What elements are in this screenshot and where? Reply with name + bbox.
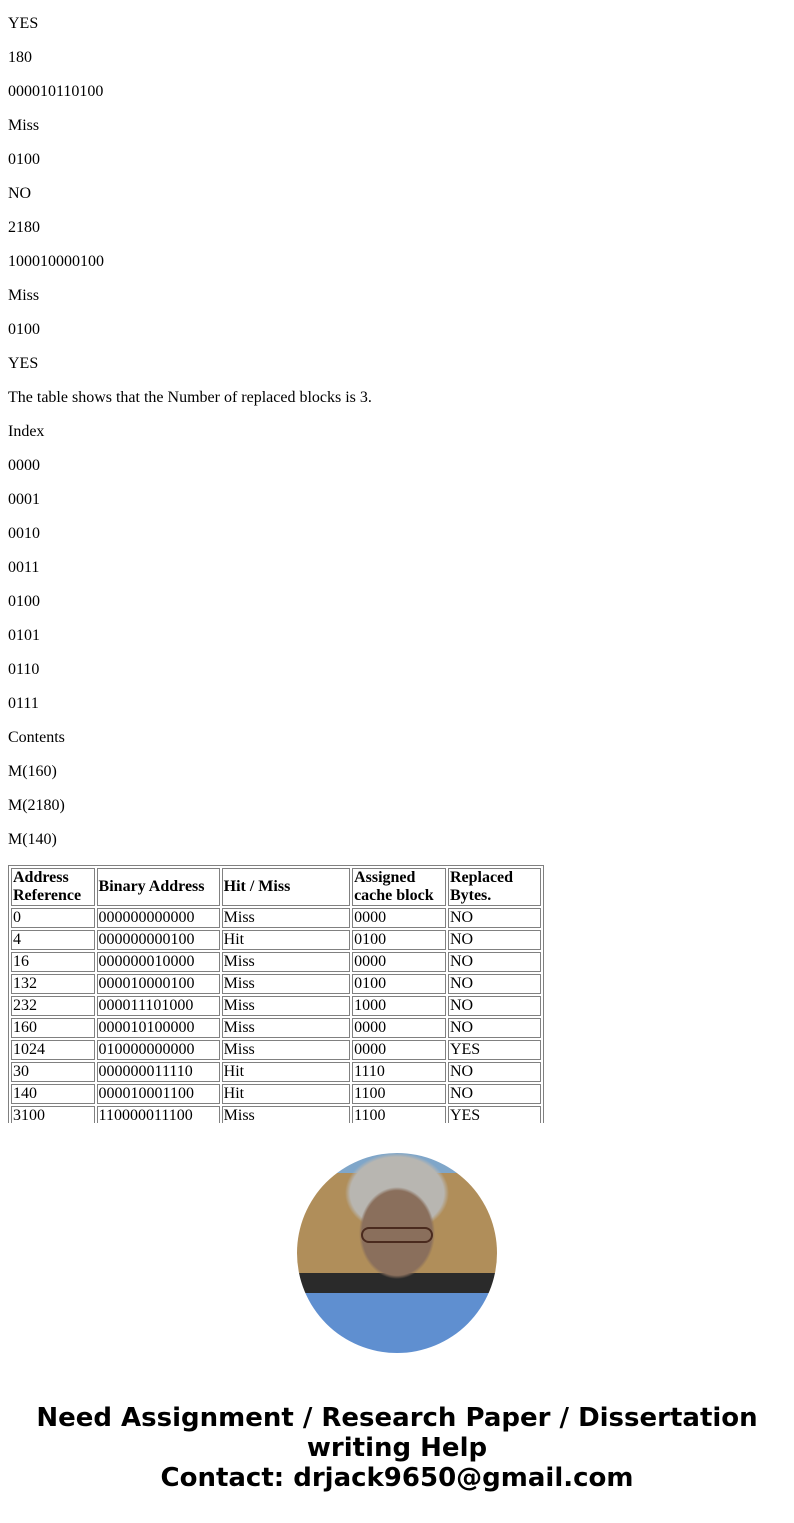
table-cell: Miss: [222, 1106, 350, 1123]
table-row: [11, 1018, 541, 1038]
author-photo: [297, 1153, 497, 1353]
contents-value: M(2180): [8, 797, 65, 814]
text-line: 100010000100: [8, 253, 104, 270]
table-row: [11, 974, 541, 994]
index-value: 0101: [8, 627, 40, 644]
summary-text: The table shows that the Number of replaced blocks is 3.: [8, 389, 372, 406]
index-value: 0011: [8, 559, 40, 576]
table-cell: NO: [448, 996, 541, 1016]
table-cell: 1024: [11, 1040, 95, 1060]
table-cell: 0000: [352, 1040, 446, 1060]
table-cell: 000010001100: [97, 1084, 220, 1104]
table-cell: 1100: [352, 1106, 446, 1123]
banner-line: writing Help: [306, 1433, 488, 1463]
contents-value: M(160): [8, 763, 57, 780]
table-cell: 4: [11, 930, 95, 950]
table-cell: Miss: [222, 996, 350, 1016]
table-cell: 30: [11, 1062, 95, 1082]
table-row: [11, 1106, 541, 1123]
text-line: YES: [8, 15, 39, 32]
table-cell: 16: [11, 952, 95, 972]
table-cell: NO: [448, 974, 541, 994]
table-row: [11, 1062, 541, 1082]
index-value: 0110: [8, 661, 40, 678]
table-cell: 232: [11, 996, 95, 1016]
table-cell: Miss: [222, 952, 350, 972]
table-cell: 1100: [352, 1084, 446, 1104]
table-cell: 0100: [352, 974, 446, 994]
table-row: [11, 1084, 541, 1104]
table-cell: Hit: [222, 1062, 350, 1082]
column-header: Address Reference: [11, 868, 95, 906]
text-line: NO: [8, 185, 32, 202]
table-cell: Miss: [222, 908, 350, 928]
table-cell: 140: [11, 1084, 95, 1104]
cache-table: [8, 865, 544, 1123]
banner-line: Need Assignment / Research Paper / Dissertation: [36, 1403, 758, 1433]
table-cell: 000000000000: [97, 908, 220, 928]
table-cell: Hit: [222, 1084, 350, 1104]
column-header: Replaced Bytes.: [448, 868, 541, 906]
table-cell: 1000: [352, 996, 446, 1016]
index-value: 0111: [8, 695, 39, 712]
table-row: [11, 1040, 541, 1060]
index-value: 0100: [8, 593, 40, 610]
table-row: [11, 996, 541, 1016]
column-header: Hit / Miss: [222, 868, 350, 906]
table-row: [11, 952, 541, 972]
index-value: 0010: [8, 525, 40, 542]
table-cell: 0100: [352, 930, 446, 950]
table-cell: NO: [448, 952, 541, 972]
table-cell: 0000: [352, 1018, 446, 1038]
table-cell: 1110: [352, 1062, 446, 1082]
table-cell: NO: [448, 1062, 541, 1082]
table-cell: 0: [11, 908, 95, 928]
text-line: Miss: [8, 287, 40, 304]
table-cell: NO: [448, 1018, 541, 1038]
table-cell: 000011101000: [97, 996, 220, 1016]
table-cell: 000010000100: [97, 974, 220, 994]
text-line: 0100: [8, 151, 40, 168]
table-cell: 010000000000: [97, 1040, 220, 1060]
cache-table-container: [8, 865, 544, 1123]
index-value: 0001: [8, 491, 40, 508]
table-cell: NO: [448, 1084, 541, 1104]
table-header-row: [11, 868, 541, 906]
contact-banner: [0, 1403, 794, 1493]
table-cell: Hit: [222, 930, 350, 950]
contents-heading: Contents: [8, 729, 65, 746]
table-cell: NO: [448, 908, 541, 928]
table-cell: 000000010000: [97, 952, 220, 972]
table-cell: Miss: [222, 1018, 350, 1038]
contents-value: M(140): [8, 831, 57, 848]
text-line: 2180: [8, 219, 40, 236]
table-cell: YES: [448, 1106, 541, 1123]
table-cell: 0000: [352, 952, 446, 972]
table-row: [11, 930, 541, 950]
table-cell: 110000011100: [97, 1106, 220, 1123]
table-cell: 000010100000: [97, 1018, 220, 1038]
text-line: 180: [8, 49, 32, 66]
text-line: Miss: [8, 117, 40, 134]
table-cell: 132: [11, 974, 95, 994]
text-line: YES: [8, 355, 39, 372]
index-value: 0000: [8, 457, 40, 474]
table-cell: 0000: [352, 908, 446, 928]
table-cell: YES: [448, 1040, 541, 1060]
table-row: [11, 908, 541, 928]
column-header: Binary Address: [97, 868, 220, 906]
table-cell: 3100: [11, 1106, 95, 1123]
table-cell: 000000011110: [97, 1062, 220, 1082]
text-line: 0100: [8, 321, 40, 338]
table-cell: NO: [448, 930, 541, 950]
table-cell: Miss: [222, 1040, 350, 1060]
table-cell: Miss: [222, 974, 350, 994]
table-cell: 000000000100: [97, 930, 220, 950]
contact-email-line: Contact: drjack9650@gmail.com: [160, 1463, 634, 1493]
table-cell: 160: [11, 1018, 95, 1038]
text-line: 000010110100: [8, 83, 104, 100]
column-header: Assigned cache block: [352, 868, 446, 906]
index-heading: Index: [8, 423, 45, 440]
glasses-shape: [361, 1227, 433, 1243]
